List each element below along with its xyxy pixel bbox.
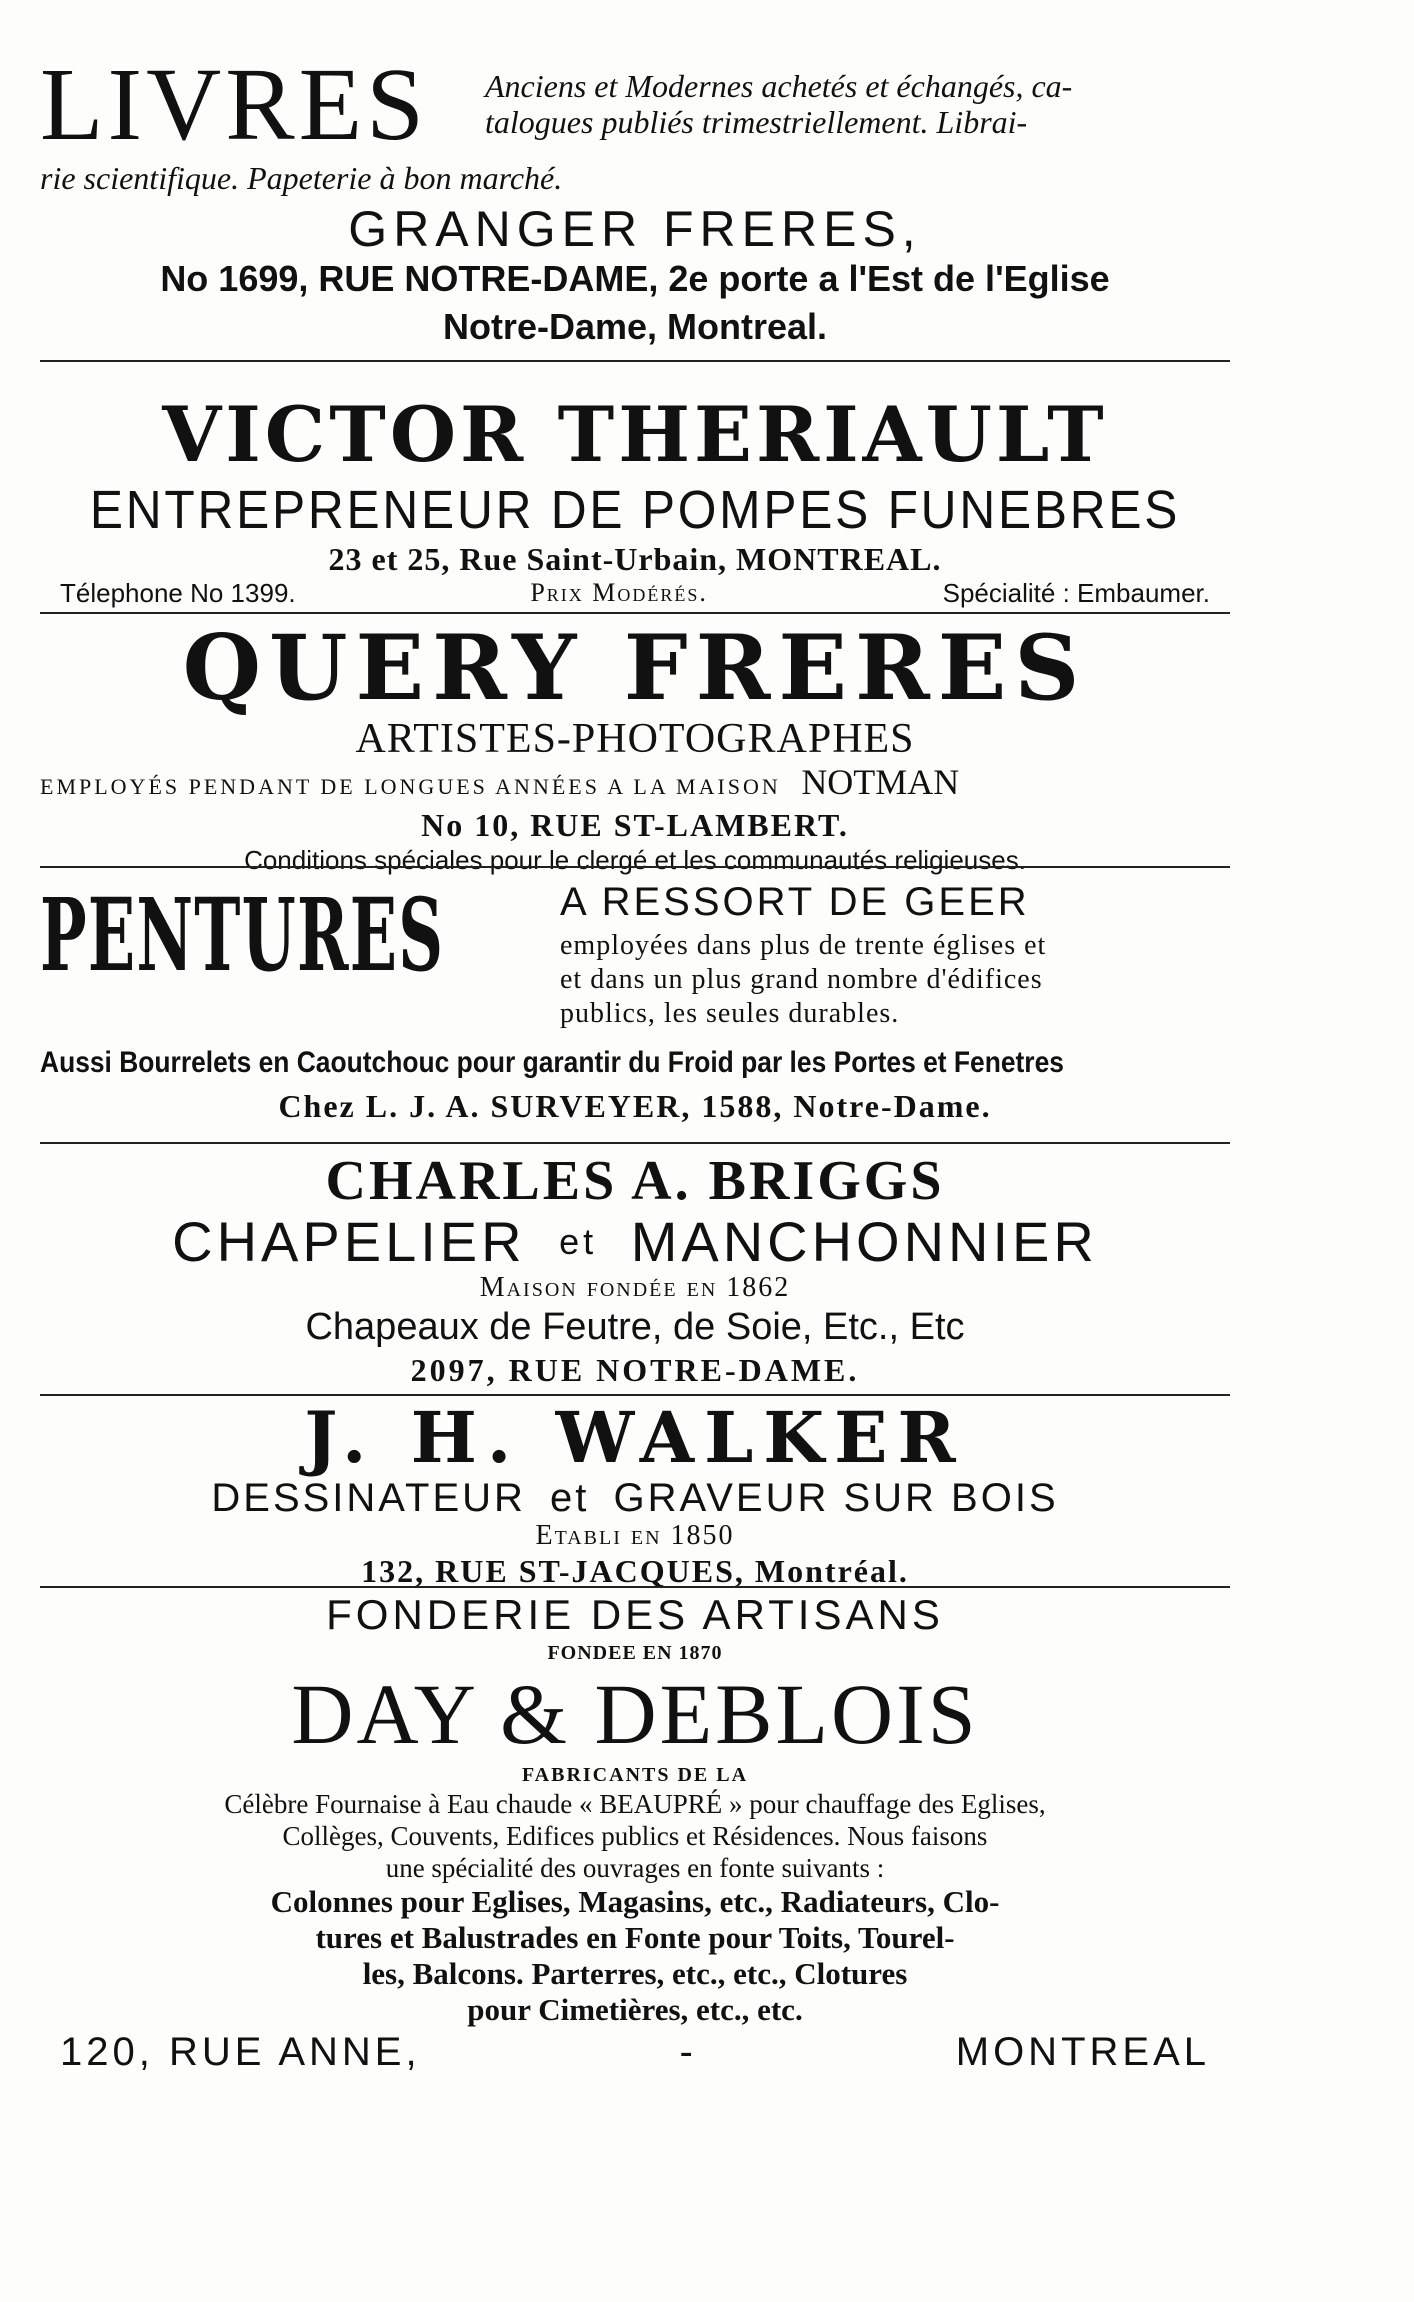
fonderie-name: DAY & DEBLOIS (291, 1666, 979, 1762)
advertisement-page (40, 47, 1230, 2074)
fonderie-bold-3: les, Balcons. Parterres, etc., etc., Clotures (362, 1956, 908, 1991)
walker-trade (40, 1476, 1230, 1520)
pentures-chez: Chez L. J. A. SURVEYER, 1588, Notre-Dame. (278, 1088, 992, 1124)
query-name: QUERY FRERES (182, 615, 1088, 721)
briggs-trade-et: et (559, 1221, 598, 1262)
theriault-trade: ENTREPRENEUR DE POMPES FUNEBRES (89, 480, 1181, 540)
divider (40, 360, 1230, 362)
ad-livres (40, 47, 1230, 390)
pentures-text-3: publics, les seules durables. (560, 998, 900, 1029)
fonderie-address-dash: - (679, 2030, 697, 2074)
briggs-trade (40, 1212, 1230, 1272)
divider (40, 612, 1230, 614)
walker-trade-b: GRAVEUR SUR BOIS (613, 1476, 1059, 1520)
theriault-prices: Prix Modérés. (530, 578, 708, 607)
ad-day-deblois (40, 1590, 1230, 2074)
fonderie-text-3: une spécialité des ouvrages en fonte suivants : (385, 1853, 885, 1883)
livres-firm: GRANGER FRERES, (348, 201, 922, 257)
livres-text-line1: Anciens et Modernes achetés et échangés, ca- (485, 68, 1073, 104)
fonderie-text-2: Collèges, Couvents, Edifices publics et Résidences. Nous faisons (282, 1821, 988, 1851)
pentures-heading: PENTURES (40, 876, 445, 994)
pentures-text-2: et dans un plus grand nombre d'édifices (560, 964, 1043, 995)
query-trade: ARTISTES-PHOTOGRAPHES (355, 716, 915, 762)
query-notman: NOTMAN (801, 762, 960, 802)
theriault-address: 23 et 25, Rue Saint-Urbain, MONTREAL. (328, 541, 942, 577)
walker-trade-et: et (550, 1476, 590, 1520)
fonderie-bold-1: Colonnes pour Eglises, Magasins, etc., Radiateurs, Clo- (270, 1884, 1000, 1919)
theriault-specialty: Spécialité : Embaumer. (942, 578, 1210, 608)
ad-query-freres (40, 615, 1230, 875)
briggs-goods: Chapeaux de Feutre, de Soie, Etc., Etc (305, 1306, 965, 1348)
walker-address: 132, RUE ST-JACQUES, Montréal. (361, 1553, 909, 1589)
query-conditions: Conditions spéciales pour le clergé et les communautés religieuses. (244, 845, 1026, 875)
divider (40, 866, 1230, 868)
fonderie-founded: FONDEE EN 1870 (547, 1642, 723, 1664)
ad-briggs (40, 1150, 1230, 1400)
ad-walker (40, 1396, 1230, 1590)
briggs-name: CHARLES A. BRIGGS (325, 1150, 945, 1212)
livres-text-line2: talogues publiés trimestriellement. Librai- (485, 104, 1028, 140)
divider (40, 1586, 1230, 1588)
theriault-footer (40, 578, 1230, 608)
fonderie-address (40, 2028, 1230, 2076)
walker-name: J. H. WALKER (304, 1396, 966, 1479)
fonderie-address-street: 120, RUE ANNE, (60, 2030, 421, 2074)
pentures-text-1: employées dans plus de trente églises et (560, 930, 1047, 961)
query-address: No 10, RUE ST-LAMBERT. (421, 807, 849, 843)
pentures-subheading: A RESSORT DE GEER (560, 880, 1030, 924)
query-employ-line (40, 762, 1230, 807)
briggs-trade-a: CHAPELIER (172, 1210, 526, 1273)
briggs-address: 2097, RUE NOTRE-DAME. (410, 1352, 860, 1388)
theriault-name: VICTOR THERIAULT (162, 390, 1108, 479)
briggs-founded: Maison fondée en 1862 (479, 1272, 791, 1303)
fonderie-heading: FONDERIE DES ARTISANS (326, 1591, 944, 1638)
livres-address-1: No 1699, RUE NOTRE-DAME, 2e porte a l'Est de l'Eglise (160, 258, 1110, 299)
livres-text-line3: rie scientifique. Papeterie à bon marché. (40, 160, 563, 196)
query-employ: EMPLOYÉS PENDANT DE LONGUES ANNÉES A LA MAISON (40, 774, 781, 799)
walker-trade-a: DESSINATEUR (211, 1476, 526, 1520)
pentures-aussi: Aussi Bourrelets en Caoutchouc pour garantir du Froid par les Portes et Fenetres (40, 1046, 1064, 1079)
fonderie-bold-4: pour Cimetières, etc., etc. (467, 1992, 803, 2027)
fonderie-text-1: Célèbre Fournaise à Eau chaude « BEAUPRÉ » pour chauffage des Eglises, (224, 1789, 1046, 1819)
ad-theriault (40, 390, 1230, 620)
briggs-trade-b: MANCHONNIER (630, 1210, 1098, 1273)
fonderie-fabricants: FABRICANTS DE LA (521, 1764, 749, 1786)
ad-pentures (40, 870, 1230, 1150)
fonderie-bold-2: tures et Balustrades en Fonte pour Toits, Tourel- (315, 1920, 955, 1955)
livres-address-2: Notre-Dame, Montreal. (442, 306, 828, 347)
divider (40, 1142, 1230, 1144)
walker-established: Etabli en 1850 (535, 1520, 735, 1551)
livres-heading: LIVRES (40, 47, 428, 162)
theriault-phone: Télephone No 1399. (60, 578, 296, 608)
fonderie-address-city: MONTREAL (955, 2030, 1210, 2074)
